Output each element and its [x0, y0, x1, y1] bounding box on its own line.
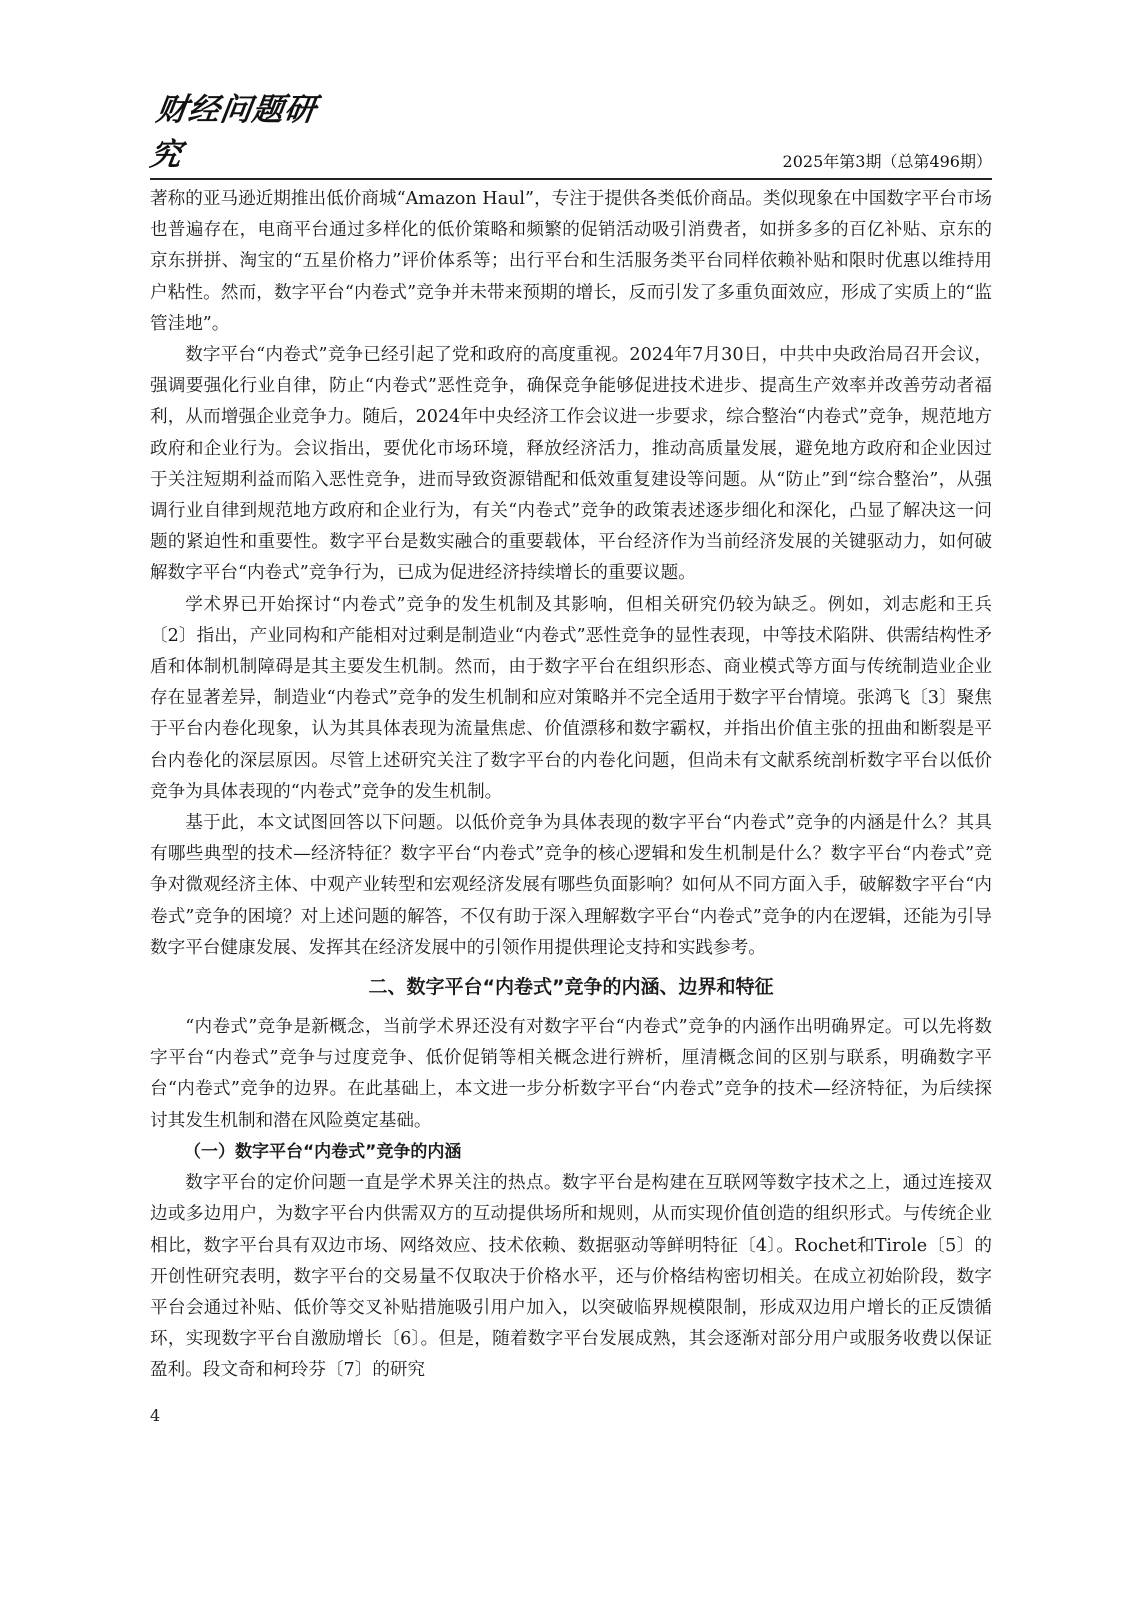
issue-number: 2025年第3期（总第496期）	[782, 152, 992, 171]
header-rule	[150, 178, 992, 180]
journal-masthead-logo: 财经问题研究	[147, 92, 319, 173]
paragraph-5: “内卷式”竞争是新概念，当前学术界还没有对数字平台“内卷式”竞争的内涵作出明确界定。可以先将数字平台“内卷式”竞争与过度竞争、低价促销等相关概念进行辨析，厘清概念间的区别与联系，明确数字平台“内卷式”竞争的边界。在此基础上，本文进一步分析数字平台“内卷式”竞争的技术—经济特征，为后续探讨其发生机制和潜在风险奠定基础。	[150, 1017, 992, 1131]
subsection-heading: （一）数字平台“内卷式”竞争的内涵	[184, 1141, 462, 1162]
paragraph-2: 数字平台“内卷式”竞争已经引起了党和政府的高度重视。2024年7月30日，中共中央政治局召开会议，强调要强化行业自律，防止“内卷式”恶性竞争，确保竞争能够促进技术进步、提高生产效率并改善劳动者福利，从而增强企业竞争力。随后，2024年中央经济工作会议进一步要求，综合整治“内卷式”竞争，规范地方政府和企业行为。会议指出，要优化市场环境，释放经济活力，推动高质量发展，避免地方政府和企业因过于关注短期利益而陷入恶性竞争，进而导致资源错配和低效重复建设等问题。从“防止”到“综合整治”，从强调行业自律到规范地方政府和企业行为，有关“内卷式”竞争的政策表述逐步细化和深化，凸显了解决这一问题的紧迫性和重要性。数字平台是数实融合的重要载体，平台经济作为当前经济发展的关键驱动力，如何破解数字平台“内卷式”竞争行为，已成为促进经济持续增长的重要议题。	[150, 345, 992, 584]
article-body	[150, 184, 992, 1387]
paragraph-6: 数字平台的定价问题一直是学术界关注的热点。数字平台是构建在互联网等数字技术之上，通过连接双边或多边用户，为数字平台内供需双方的互动提供场所和规则，从而实现价值创造的组织形式。与传统企业相比，数字平台具有双边市场、网络效应、技术依赖、数据驱动等鲜明特征〔4〕。Rochet和Tirole〔5〕的开创性研究表明，数字平台的交易量不仅取决于价格水平，还与价格结构密切相关。在成立初始阶段，数字平台会通过补贴、低价等交叉补贴措施吸引用户加入，以突破临界规模限制，形成双边用户增长的正反馈循环，实现数字平台自激励增长〔6〕。但是，随着数字平台发展成熟，其会逐渐对部分用户或服务收费以保证盈利。段文奇和柯玲芬〔7〕的研究	[150, 1173, 992, 1381]
page-number: 4	[150, 1406, 161, 1425]
paragraph-3: 学术界已开始探讨“内卷式”竞争的发生机制及其影响，但相关研究仍较为缺乏。例如，刘志彪和王兵〔2〕指出，产业同构和产能相对过剩是制造业“内卷式”恶性竞争的显性表现，中等技术陷阱、供需结构性矛盾和体制机制障碍是其主要发生机制。然而，由于数字平台在组织形态、商业模式等方面与传统制造业企业存在显著差异，制造业“内卷式”竞争的发生机制和应对策略并不完全适用于数字平台情境。张鸿飞〔3〕聚焦于平台内卷化现象，认为其具体表现为流量焦虑、价值漂移和数字霸权，并指出价值主张的扭曲和断裂是平台内卷化的深层原因。尽管上述研究关注了数字平台的内卷化问题，但尚未有文献系统剖析数字平台以低价竞争为具体表现的“内卷式”竞争的发生机制。	[150, 594, 992, 802]
section-heading: 二、数字平台“内卷式”竞争的内涵、边界和特征	[368, 976, 774, 999]
paragraph-4: 基于此，本文试图回答以下问题。以低价竞争为具体表现的数字平台“内卷式”竞争的内涵是什么？其具有哪些典型的技术—经济特征？数字平台“内卷式”竞争的核心逻辑和发生机制是什么？数字平台“内卷式”竞争对微观经济主体、中观产业转型和宏观经济发展有哪些负面影响？如何从不同方面入手，破解数字平台“内卷式”竞争的困境？对上述问题的解答，不仅有助于深入理解数字平台“内卷式”竞争的内在逻辑，还能为引导数字平台健康发展、发挥其在经济发展中的引领作用提供理论支持和实践参考。	[150, 813, 992, 958]
paragraph-1: 著称的亚马逊近期推出低价商城“Amazon Haul”，专注于提供各类低价商品。类似现象在中国数字平台市场也普遍存在，电商平台通过多样化的低价策略和频繁的促销活动吸引消费者，如拼多多的百亿补贴、京东的京东拼拼、淘宝的“五星价格力”评价体系等；出行平台和生活服务类平台同样依赖补贴和限时优惠以维持用户粘性。然而，数字平台“内卷式”竞争并未带来预期的增长，反而引发了多重负面效应，形成了实质上的“监管洼地”。	[150, 189, 992, 334]
page-header	[147, 92, 992, 176]
